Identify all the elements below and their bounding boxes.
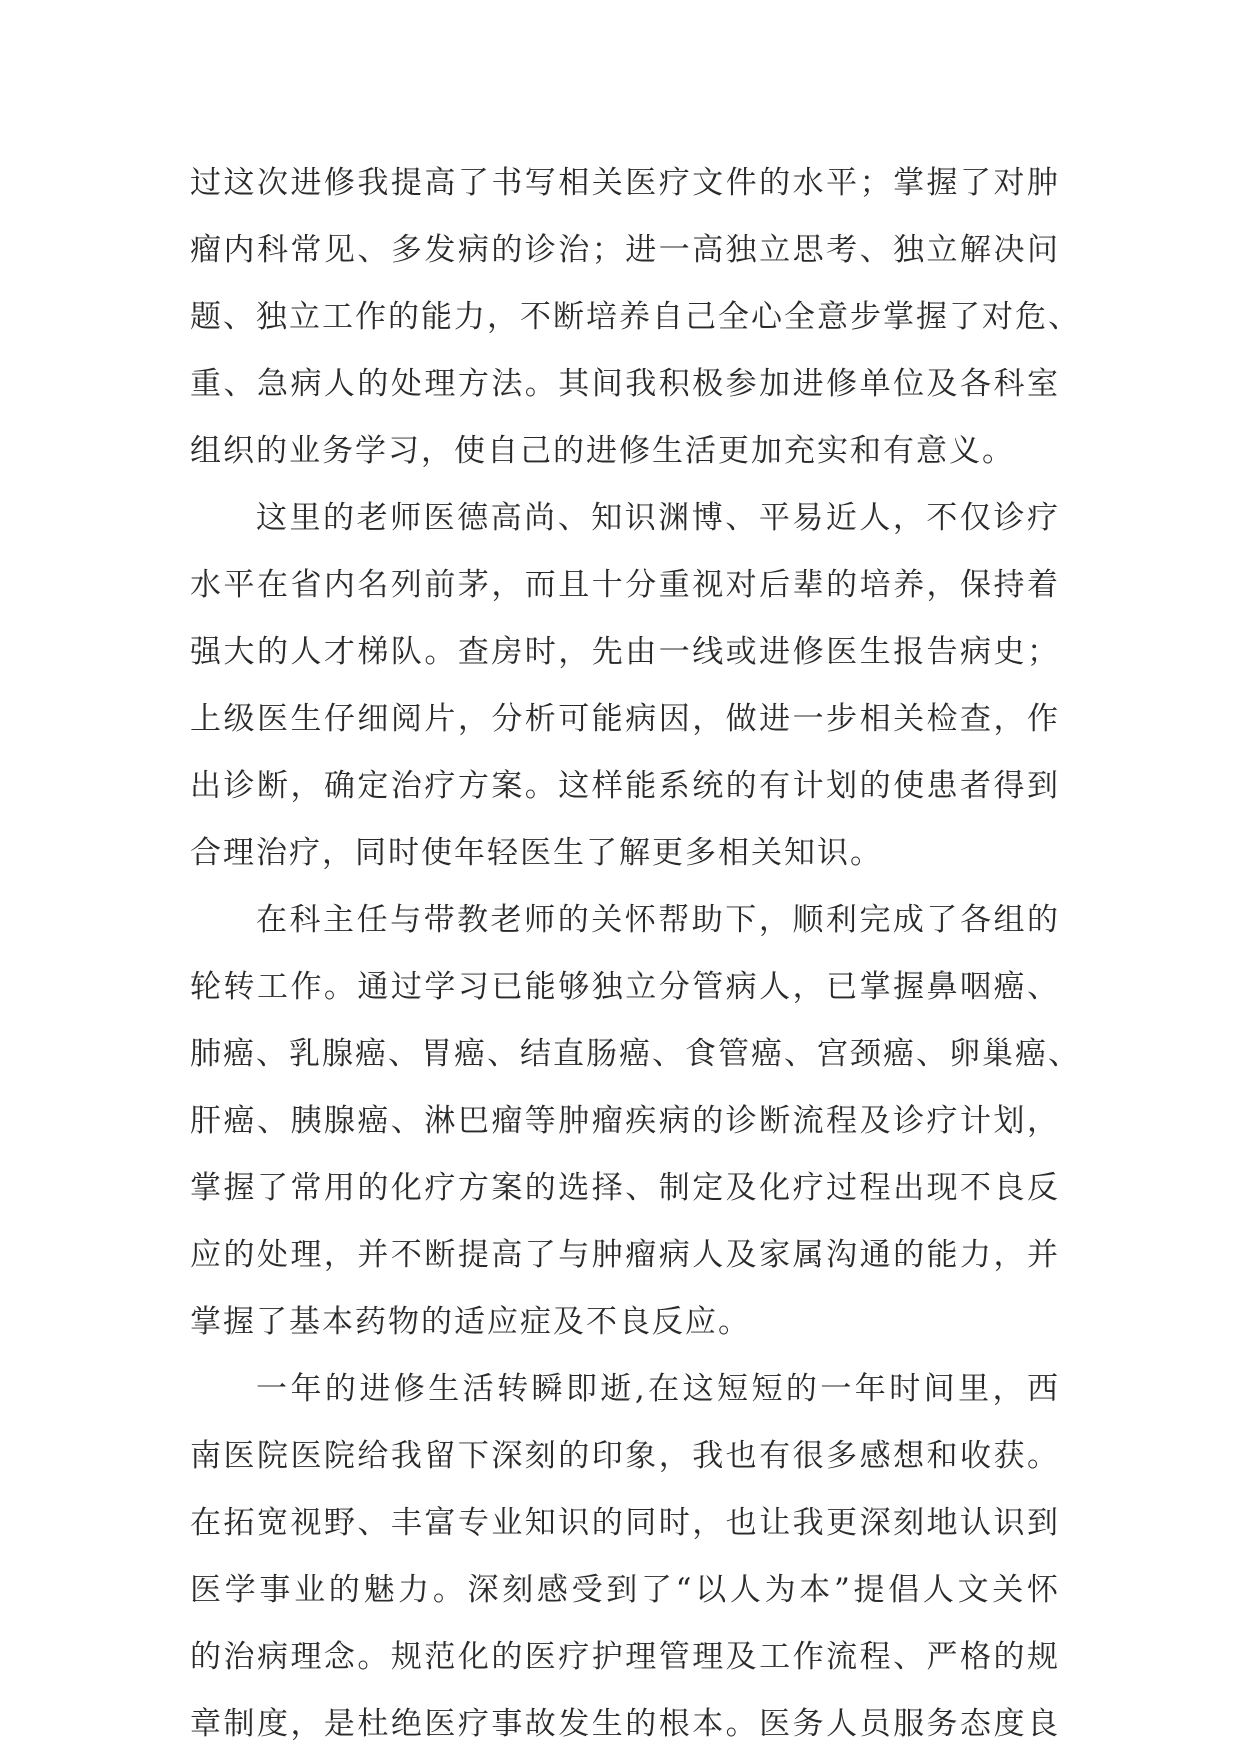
paragraph (190, 485, 1060, 887)
text-line: 南医院医院给我留下深刻的印象，我也有很多感想和收获。 (190, 1438, 1060, 1474)
text-line: 在科主任与带教老师的关怀帮助下，顺利完成了各组的 (256, 902, 1060, 938)
text-line: 这里的老师医德高尚、知识渊博、平易近人，不仅诊疗 (256, 500, 1060, 536)
text-line: 过这次进修我提高了书写相关医疗文件的水平；掌握了对肿 (190, 165, 1060, 201)
text-line: 瘤内科常见、多发病的诊治；进一高独立思考、独立解决问 (190, 232, 1060, 268)
text-line: 强大的人才梯队。查房时，先由一线或进修医生报告病史； (190, 634, 1060, 670)
document-body (190, 150, 1081, 1758)
text-line: 医学事业的魅力。深刻感受到了“以人为本”提倡人文关怀 (190, 1572, 1060, 1608)
text-line: 水平在省内名列前茅，而且十分重视对后辈的培养，保持着 (190, 567, 1060, 603)
text-line: 组织的业务学习，使自己的进修生活更加充实和有意义。 (190, 433, 1015, 469)
text-line: 应的处理，并不断提高了与肿瘤病人及家属沟通的能力，并 (190, 1237, 1060, 1273)
text-line: 章制度，是杜绝医疗事故发生的根本。医务人员服务态度良 (190, 1706, 1060, 1742)
text-line: 肝癌、胰腺癌、淋巴瘤等肿瘤疾病的诊断流程及诊疗计划， (190, 1103, 1060, 1139)
text-line: 掌握了基本药物的适应症及不良反应。 (190, 1304, 751, 1340)
text-line: 掌握了常用的化疗方案的选择、制定及化疗过程出现不良反 (190, 1170, 1060, 1206)
text-line: 肺癌、乳腺癌、胃癌、结直肠癌、食管癌、宫颈癌、卵巢癌、 (190, 1036, 1081, 1072)
text-line: 轮转工作。通过学习已能够独立分管病人，已掌握鼻咽癌、 (190, 969, 1060, 1005)
paragraph (190, 1356, 1060, 1758)
text-line: 一年的进修生活转瞬即逝,在这短短的一年时间里，西 (256, 1371, 1060, 1407)
text-line: 在拓宽视野、丰富专业知识的同时，也让我更深刻地认识到 (190, 1505, 1060, 1541)
paragraph (190, 887, 1081, 1356)
paragraph (190, 150, 1081, 485)
text-line: 题、独立工作的能力，不断培养自己全心全意步掌握了对危、 (190, 299, 1081, 335)
text-line: 出诊断，确定治疗方案。这样能系统的有计划的使患者得到 (190, 768, 1060, 804)
text-line: 上级医生仔细阅片，分析可能病因，做进一步相关检查，作 (190, 701, 1060, 737)
text-line: 合理治疗，同时使年轻医生了解更多相关知识。 (190, 835, 883, 871)
text-line: 重、急病人的处理方法。其间我积极参加进修单位及各科室 (190, 366, 1060, 402)
text-line: 的治病理念。规范化的医疗护理管理及工作流程、严格的规 (190, 1639, 1060, 1675)
